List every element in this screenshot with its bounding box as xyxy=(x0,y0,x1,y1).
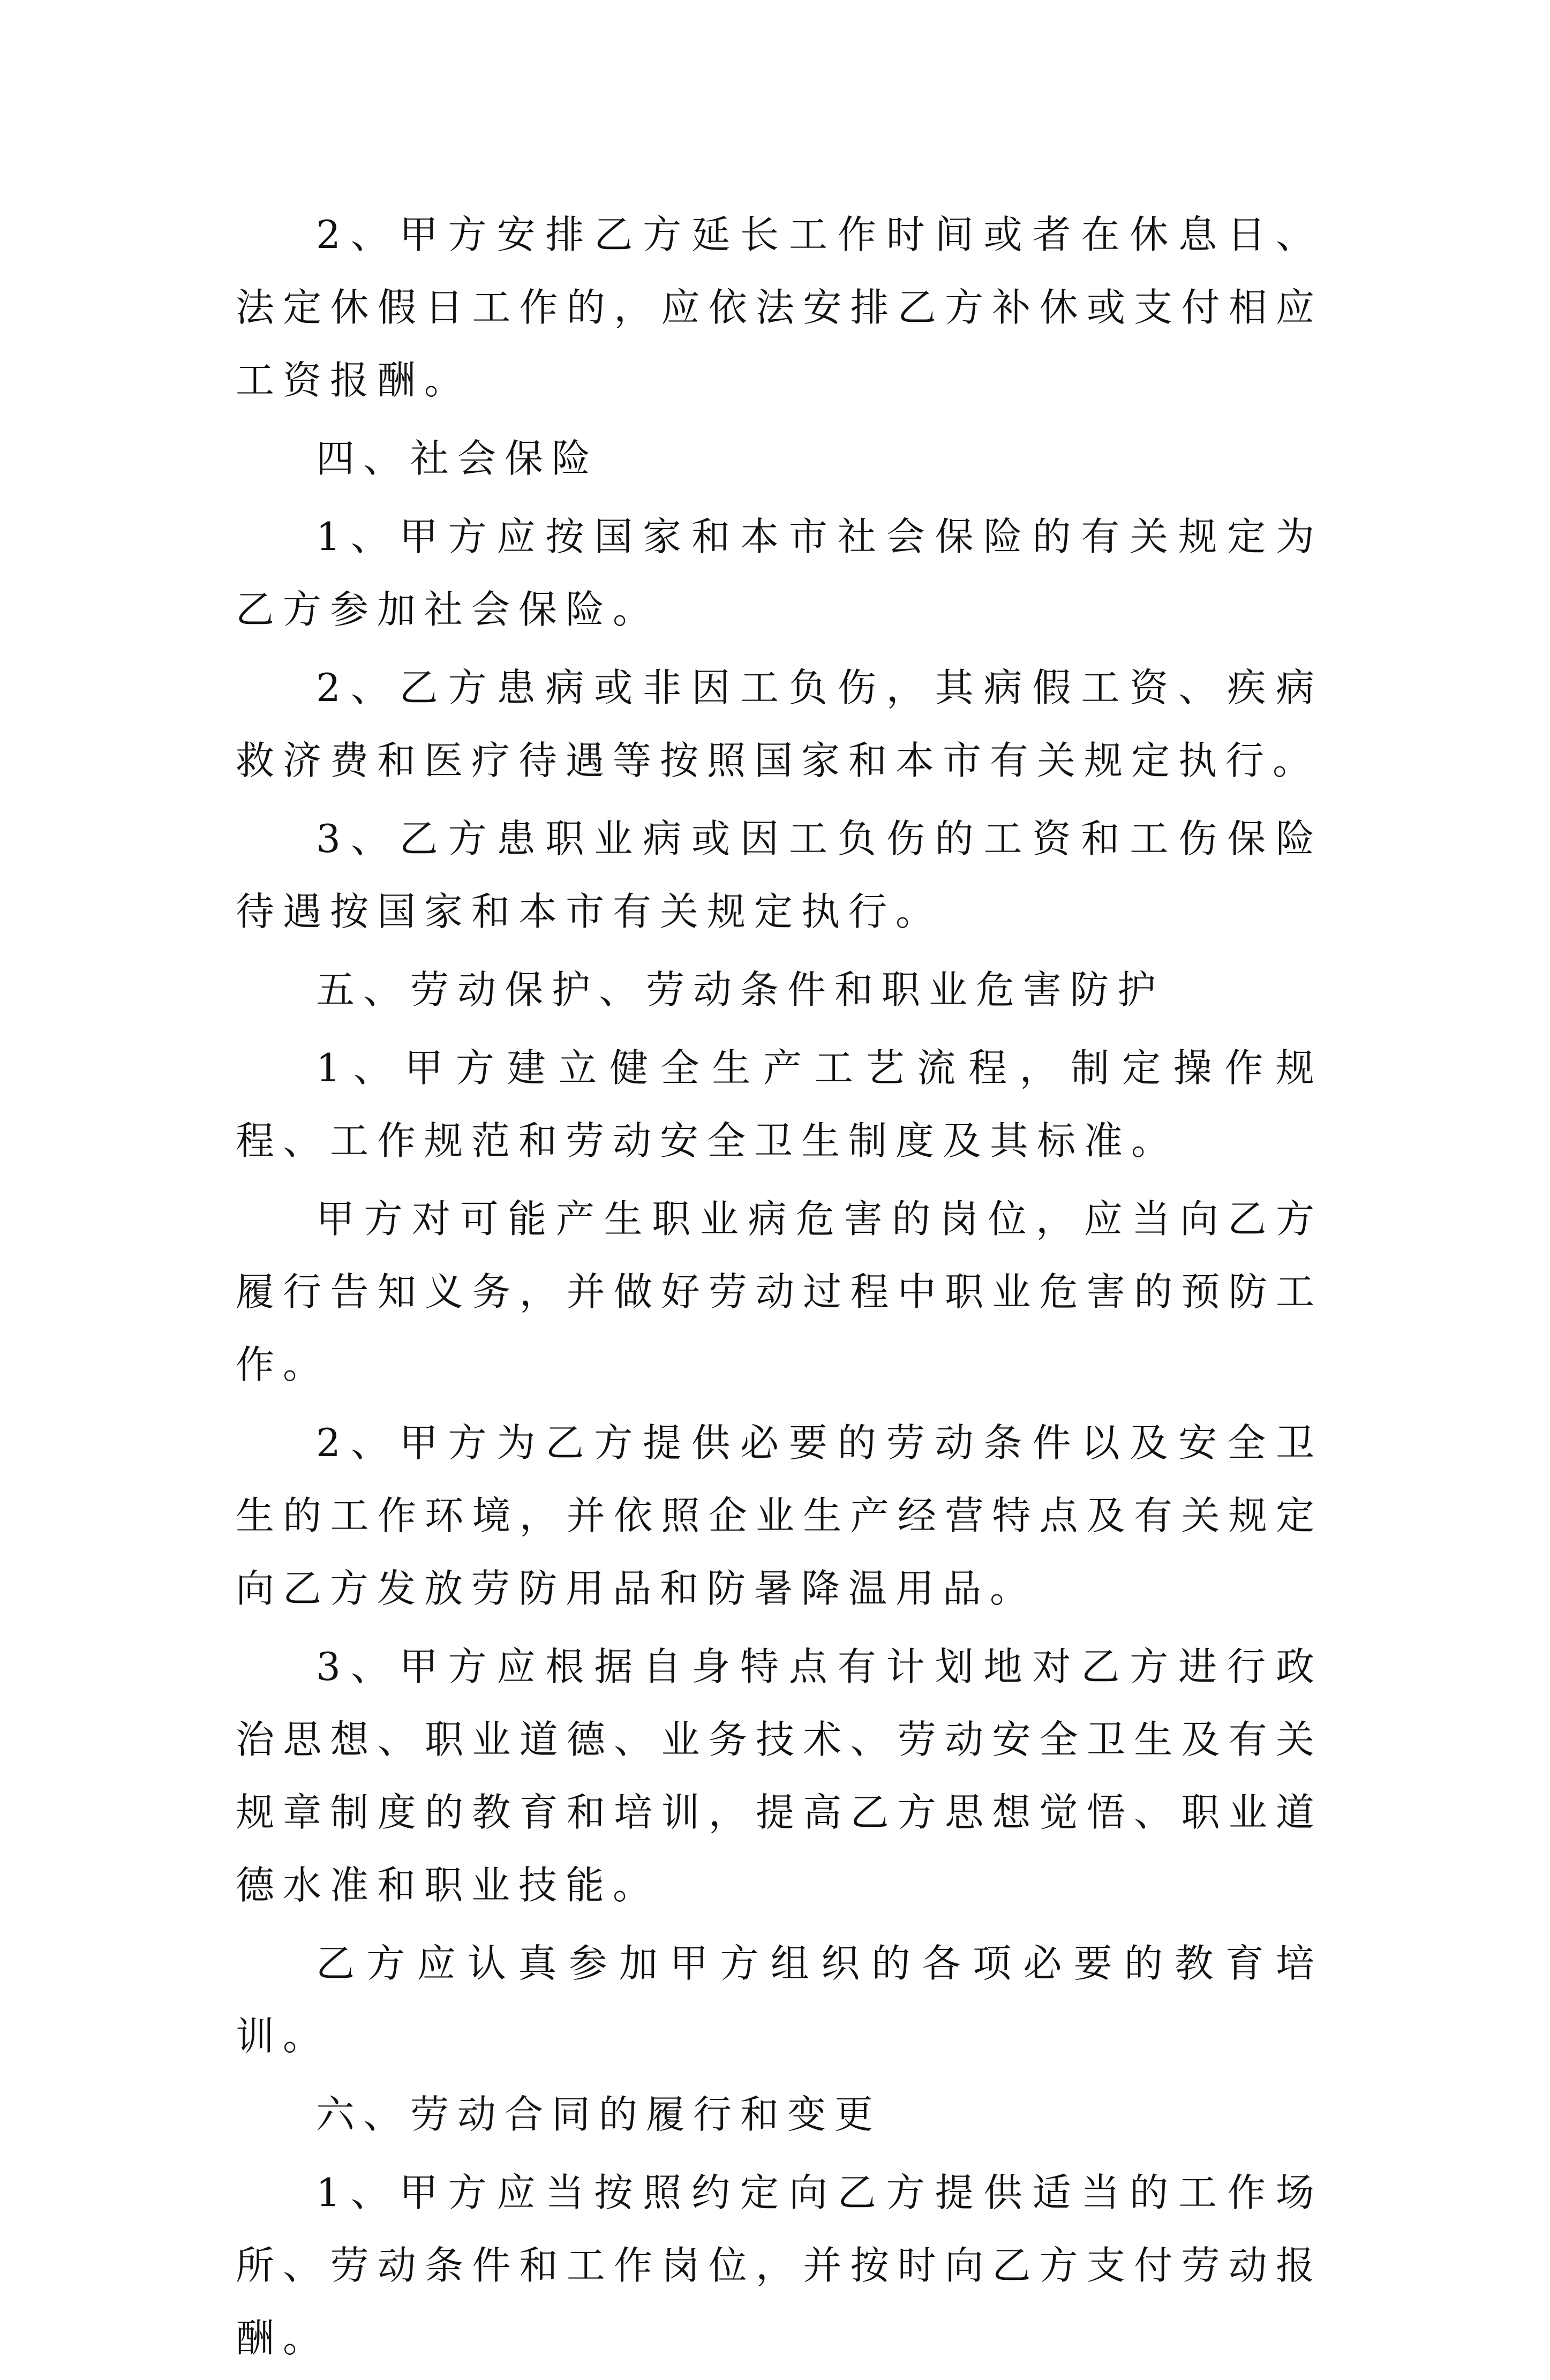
paragraph-occupational-injury: 3、乙方患职业病或因工负伤的工资和工伤保险待遇按国家和本市有关规定执行。 xyxy=(236,816,1323,934)
paragraph-workplace-provision: 1、甲方应当按照约定向乙方提供适当的工作场所、劳动条件和工作岗位，并按时向乙方支付劳动报酬。 xyxy=(236,2170,1323,2361)
paragraph-social-insurance-enrollment: 1、甲方应按国家和本市社会保险的有关规定为乙方参加社会保险。 xyxy=(236,514,1323,632)
paragraph-sick-leave: 2、乙方患病或非因工负伤，其病假工资、疾病救济费和医疗待遇等按照国家和本市有关规定执行。 xyxy=(236,665,1323,783)
section-heading-labor-protection: 五、劳动保护、劳动条件和职业危害防护 xyxy=(316,967,1165,1012)
paragraph-hazard-notification: 甲方对可能产生职业病危害的岗位，应当向乙方履行告知义务，并做好劳动过程中职业危害的预防工作。 xyxy=(236,1196,1323,1387)
section-heading-social-insurance: 四、社会保险 xyxy=(316,436,599,481)
document-body xyxy=(236,198,1323,2380)
paragraph-production-rules: 1、甲方建立健全生产工艺流程，制定操作规程、工作规范和劳动安全卫生制度及其标准。 xyxy=(236,1045,1323,1163)
paragraph-training: 3、甲方应根据自身特点有计划地对乙方进行政治思想、职业道德、业务技术、劳动安全卫生及有关规章制度的教育和培训，提高乙方思想觉悟、职业道德水准和职业技能。 xyxy=(236,1644,1323,1908)
section-heading-contract-performance: 六、劳动合同的履行和变更 xyxy=(316,2092,882,2137)
paragraph-working-conditions: 2、甲方为乙方提供必要的劳动条件以及安全卫生的工作环境，并依照企业生产经营特点及有关规定向乙方发放劳防用品和防暑降温用品。 xyxy=(236,1420,1323,1611)
paragraph-overtime-compensation: 2、甲方安排乙方延长工作时间或者在休息日、法定休假日工作的，应依法安排乙方补休或支付相应工资报酬。 xyxy=(236,212,1323,403)
paragraph-training-participation: 乙方应认真参加甲方组织的各项必要的教育培训。 xyxy=(236,1941,1323,2059)
